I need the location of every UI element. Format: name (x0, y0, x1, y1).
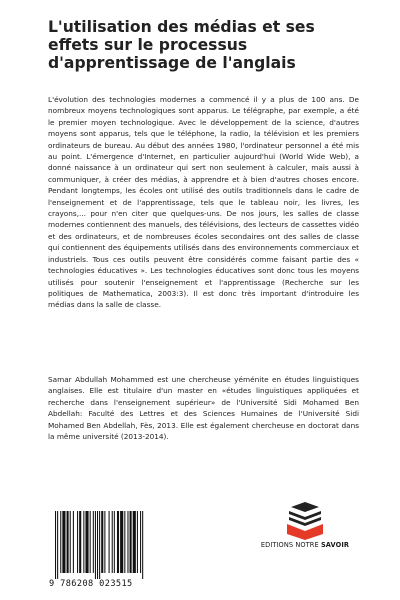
barcode-bar (140, 511, 141, 573)
barcode-bar (137, 511, 138, 573)
barcode-bar (133, 511, 136, 573)
barcode-bar (112, 511, 113, 573)
barcode-bar (124, 511, 125, 573)
publisher-name-regular: EDITIONS NOTRE (260, 541, 321, 549)
barcode-bar (62, 511, 65, 573)
barcode-bar (93, 511, 94, 573)
publisher-name-bold: SAVOIR (320, 541, 350, 549)
publisher-block (255, 500, 355, 552)
barcode-bar (97, 511, 98, 579)
barcode-bar (79, 511, 81, 573)
logo-red-book (287, 524, 323, 540)
barcode-bar (104, 511, 105, 573)
barcode-bar (60, 511, 61, 573)
isbn-barcode (45, 507, 200, 597)
barcode-bar (120, 511, 123, 573)
barcode-bar (57, 511, 58, 579)
barcode-bar (83, 511, 84, 573)
barcode-icon (49, 509, 197, 579)
barcode-bar (130, 511, 132, 573)
barcode-bar (95, 511, 96, 579)
barcode-bar (142, 511, 143, 579)
publisher-name (255, 541, 355, 549)
barcode-bar (109, 511, 110, 573)
barcode-bar (127, 511, 128, 573)
title-line-1: L'utilisation des médias et ses (48, 18, 315, 36)
barcode-bar (117, 511, 119, 573)
barcode-bar (55, 511, 56, 579)
barcode-bar (90, 511, 91, 573)
logo-dark-layers (289, 502, 321, 526)
title-line-2: effets sur le processus (48, 36, 248, 54)
book-description: L'évolution des technologies modernes a commencé il y a plus de 100 ans. De nombreux moyens technologiques sont apparus. Le télégraphe, par exemple, a été le premier moyen technologique. Avec le développement de la science, d'autres moyens sont apparus, tels que le téléphone, la radio, la télévision et les premiers ordinateurs de bureau. Au début des années 1980, l'ordinateur personnel a été mis au point. L'émergence d'Internet, en particulier aujourd'hui (World Wide Web), a donné naissance à un ordinateur qui sert non seulement à calculer, mais aussi à communiquer, à créer des médias, à apprendre et à bien d'autres choses encore. Pendant longtemps, les écoles ont utilisé des outils traditionnels dans le cadre de l'enseignement et de l'apprentissage, tels que le tableau noir, les livres, les crayons,... pour n'en citer que quelques-uns. De nos jours, les salles de classe modernes contiennent des manuels, des télévisions, des lecteurs de cassettes vidéo et des ordinateurs, et de nombreuses écoles secondaires ont des salles de classe qui contiennent des équipements utilisés dans des environnements commerciaux et industriels. Tous ces outils peuvent être considérés comme faisant partie des « technologies éducatives ». Les technologies éducatives sont donc tous les moyens utilisés pour soutenir l'enseignement et l'apprentissage (Recherche sur les politiques de Mathematica, 2003:3). Il est donc très important d'introduire les médias dans la salle de classe. (48, 95, 359, 310)
barcode-bar (73, 511, 74, 573)
title-line-3: d'apprentissage de l'anglais (48, 54, 296, 72)
publisher-logo-icon (255, 500, 355, 540)
author-bio: Samar Abdullah Mohammed est une chercheuse yéménite en études linguistiques anglaises. Elle est titulaire d'un master en «études linguistiques appliquées et recherche dans l'enseignement supérieur» de l'Université Sidi Mohamed Ben Abdellah: Faculté des Lettres et des Sciences Humaines de l'Université Sidi Mohamed Ben Abdellah, Fès, 2013. Elle est également chercheuse en doctorat dans la même université (2013-2014). (48, 375, 359, 442)
isbn-digits: 9 786208 023515 (49, 579, 133, 589)
barcode-bar (77, 511, 78, 573)
barcode-bar (114, 511, 115, 573)
barcode-bar (85, 511, 88, 573)
book-title (48, 18, 378, 72)
barcode-bar (101, 511, 103, 573)
barcode-bar (99, 511, 100, 579)
barcode-bar (70, 511, 71, 573)
barcode-bar (67, 511, 69, 573)
